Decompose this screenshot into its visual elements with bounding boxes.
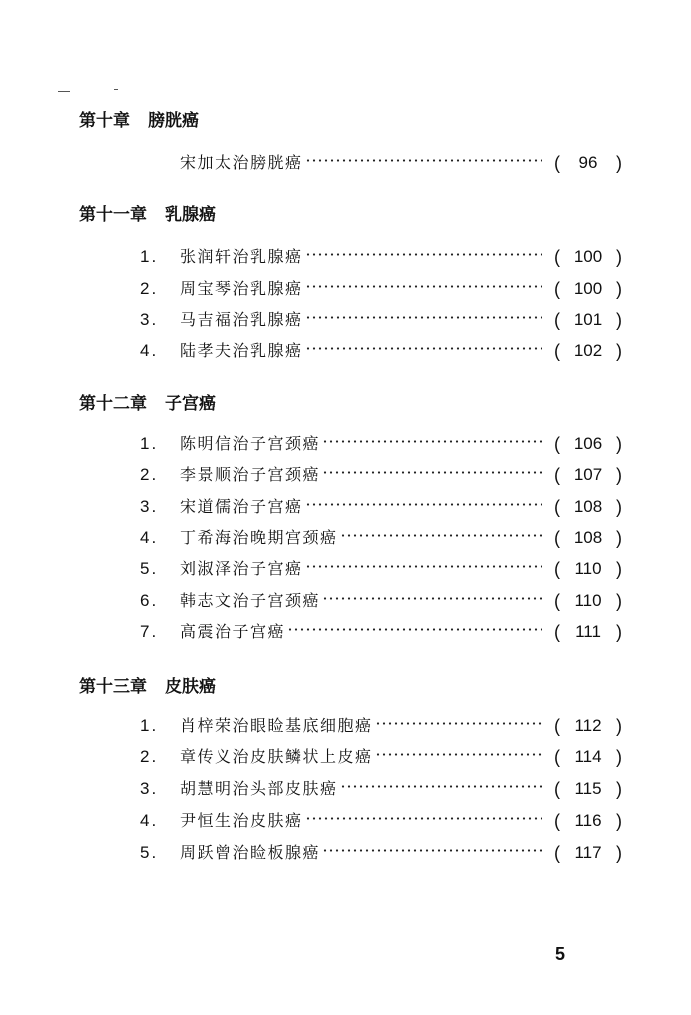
toc-entry[interactable] (140, 276, 622, 302)
entry-title: 宋加太治膀胱癌 (180, 153, 303, 172)
entry-number: 4. (140, 528, 159, 547)
toc-entry[interactable] (140, 338, 622, 364)
entry-number: 2. (140, 747, 159, 766)
entry-page-number: 96 (578, 153, 598, 172)
leader-dots (305, 565, 542, 568)
leader-dots (305, 159, 542, 162)
entry-number: 4. (140, 341, 159, 360)
chapter-heading (79, 109, 199, 133)
toc-entry[interactable] (140, 713, 622, 739)
entry-number: 5. (140, 843, 159, 862)
leader-dots (322, 597, 542, 600)
entry-title: 陆孝夫治乳腺癌 (180, 341, 303, 360)
entry-page: ( 108 ) (554, 525, 622, 551)
leader-dots (375, 753, 542, 756)
entry-number: 3. (140, 497, 159, 516)
leader-dots (340, 534, 542, 537)
entry-page: ( 117 ) (554, 840, 622, 866)
entry-page: ( 100 ) (554, 276, 622, 302)
entry-page-number: 116 (574, 811, 602, 830)
leader-dots (305, 285, 542, 288)
toc-entry[interactable] (140, 525, 622, 551)
entry-page: ( 102 ) (554, 338, 622, 364)
chapter-number: 第十二章 (79, 394, 147, 414)
entry-page-number: 100 (573, 247, 603, 266)
entry-page-number: 102 (573, 341, 603, 360)
chapter-title: 乳腺癌 (165, 205, 216, 225)
entry-page-number: 110 (574, 559, 602, 578)
entry-page-number: 107 (573, 465, 603, 484)
toc-entry[interactable] (140, 244, 622, 270)
entry-title: 张润轩治乳腺癌 (180, 247, 303, 266)
entry-page: ( 110 ) (554, 556, 622, 582)
toc-entry[interactable] (140, 307, 622, 333)
entry-page: ( 106 ) (554, 431, 622, 457)
toc-entry[interactable] (140, 431, 622, 457)
toc-entry[interactable] (140, 776, 622, 802)
entry-page: ( 112 ) (554, 713, 622, 739)
toc-entry[interactable] (140, 556, 622, 582)
leader-dots (322, 440, 542, 443)
entry-title: 周宝琴治乳腺癌 (180, 279, 303, 298)
chapter-number: 第十三章 (79, 677, 147, 697)
entry-title: 章传义治皮肤鳞状上皮癌 (180, 747, 373, 766)
toc-entry[interactable] (140, 150, 622, 176)
entry-page: ( 114 ) (554, 744, 622, 770)
entry-page-number: 100 (573, 279, 603, 298)
entry-page: ( 115 ) (554, 776, 622, 802)
entry-title: 马吉福治乳腺癌 (180, 310, 303, 329)
entry-page-number: 111 (575, 622, 601, 641)
chapter-title: 子宫癌 (165, 394, 216, 414)
leader-dots (322, 849, 542, 852)
entry-page-number: 108 (573, 497, 603, 516)
leader-dots (305, 253, 542, 256)
entry-page-number: 110 (574, 591, 602, 610)
entry-title: 高震治子宫癌 (180, 622, 286, 641)
toc-entry[interactable] (140, 588, 622, 614)
toc-entry[interactable] (140, 619, 622, 645)
leader-dots (305, 503, 542, 506)
entry-page-number: 114 (574, 747, 602, 766)
entry-title: 刘淑泽治子宫癌 (180, 559, 303, 578)
chapter-heading (79, 392, 216, 416)
toc-entry[interactable] (140, 744, 622, 770)
leader-dots (375, 722, 542, 725)
entry-number: 1. (140, 434, 159, 453)
leader-dots (322, 471, 542, 474)
entry-title: 丁希海治晚期宫颈癌 (180, 528, 338, 547)
toc-entry[interactable] (140, 840, 622, 866)
entry-number: 6. (140, 591, 159, 610)
entry-page-number: 115 (574, 779, 602, 798)
entry-page: ( 116 ) (554, 808, 622, 834)
entry-title: 胡慧明治头部皮肤癌 (180, 779, 338, 798)
chapter-heading (79, 675, 216, 699)
leader-dots (305, 817, 542, 820)
entry-page: ( 107 ) (554, 462, 622, 488)
toc-entry[interactable] (140, 494, 622, 520)
entry-page: ( 111 ) (554, 619, 622, 645)
entry-number: 1. (140, 247, 159, 266)
page-number: 5 (555, 944, 566, 964)
entry-page-number: 117 (574, 843, 602, 862)
chapter-title: 皮肤癌 (165, 677, 216, 697)
entry-page: ( 96 ) (554, 150, 622, 176)
entry-title: 陈明信治子宫颈癌 (180, 434, 321, 453)
entry-number: 3. (140, 310, 159, 329)
leader-dots (340, 785, 542, 788)
entry-number: 1. (140, 716, 159, 735)
entry-page: ( 101 ) (554, 307, 622, 333)
entry-number: 2. (140, 279, 159, 298)
scan-mark (114, 89, 118, 90)
scan-mark (58, 91, 70, 92)
chapter-title: 膀胱癌 (148, 111, 199, 131)
entry-number: 3. (140, 779, 159, 798)
chapter-number: 第十一章 (79, 205, 147, 225)
chapter-heading (79, 203, 216, 227)
entry-page: ( 100 ) (554, 244, 622, 270)
leader-dots (305, 347, 542, 350)
entry-page: ( 108 ) (554, 494, 622, 520)
entry-title: 韩志文治子宫颈癌 (180, 591, 321, 610)
toc-entry[interactable] (140, 462, 622, 488)
entry-page-number: 101 (573, 310, 603, 329)
entry-number: 7. (140, 622, 159, 641)
entry-page-number: 106 (573, 434, 603, 453)
entry-number: 4. (140, 811, 159, 830)
entry-page-number: 112 (574, 716, 602, 735)
entry-title: 肖梓荣治眼睑基底细胞癌 (180, 716, 373, 735)
entry-title: 李景顺治子宫颈癌 (180, 465, 321, 484)
entry-number: 5. (140, 559, 159, 578)
entry-page-number: 108 (573, 528, 603, 547)
entry-page: ( 110 ) (554, 588, 622, 614)
entry-number: 2. (140, 465, 159, 484)
entry-title: 宋道儒治子宫癌 (180, 497, 303, 516)
leader-dots (305, 316, 542, 319)
toc-entry[interactable] (140, 808, 622, 834)
entry-title: 尹恒生治皮肤癌 (180, 811, 303, 830)
chapter-number: 第十章 (79, 111, 130, 131)
leader-dots (287, 628, 542, 631)
entry-title: 周跃曾治睑板腺癌 (180, 843, 321, 862)
